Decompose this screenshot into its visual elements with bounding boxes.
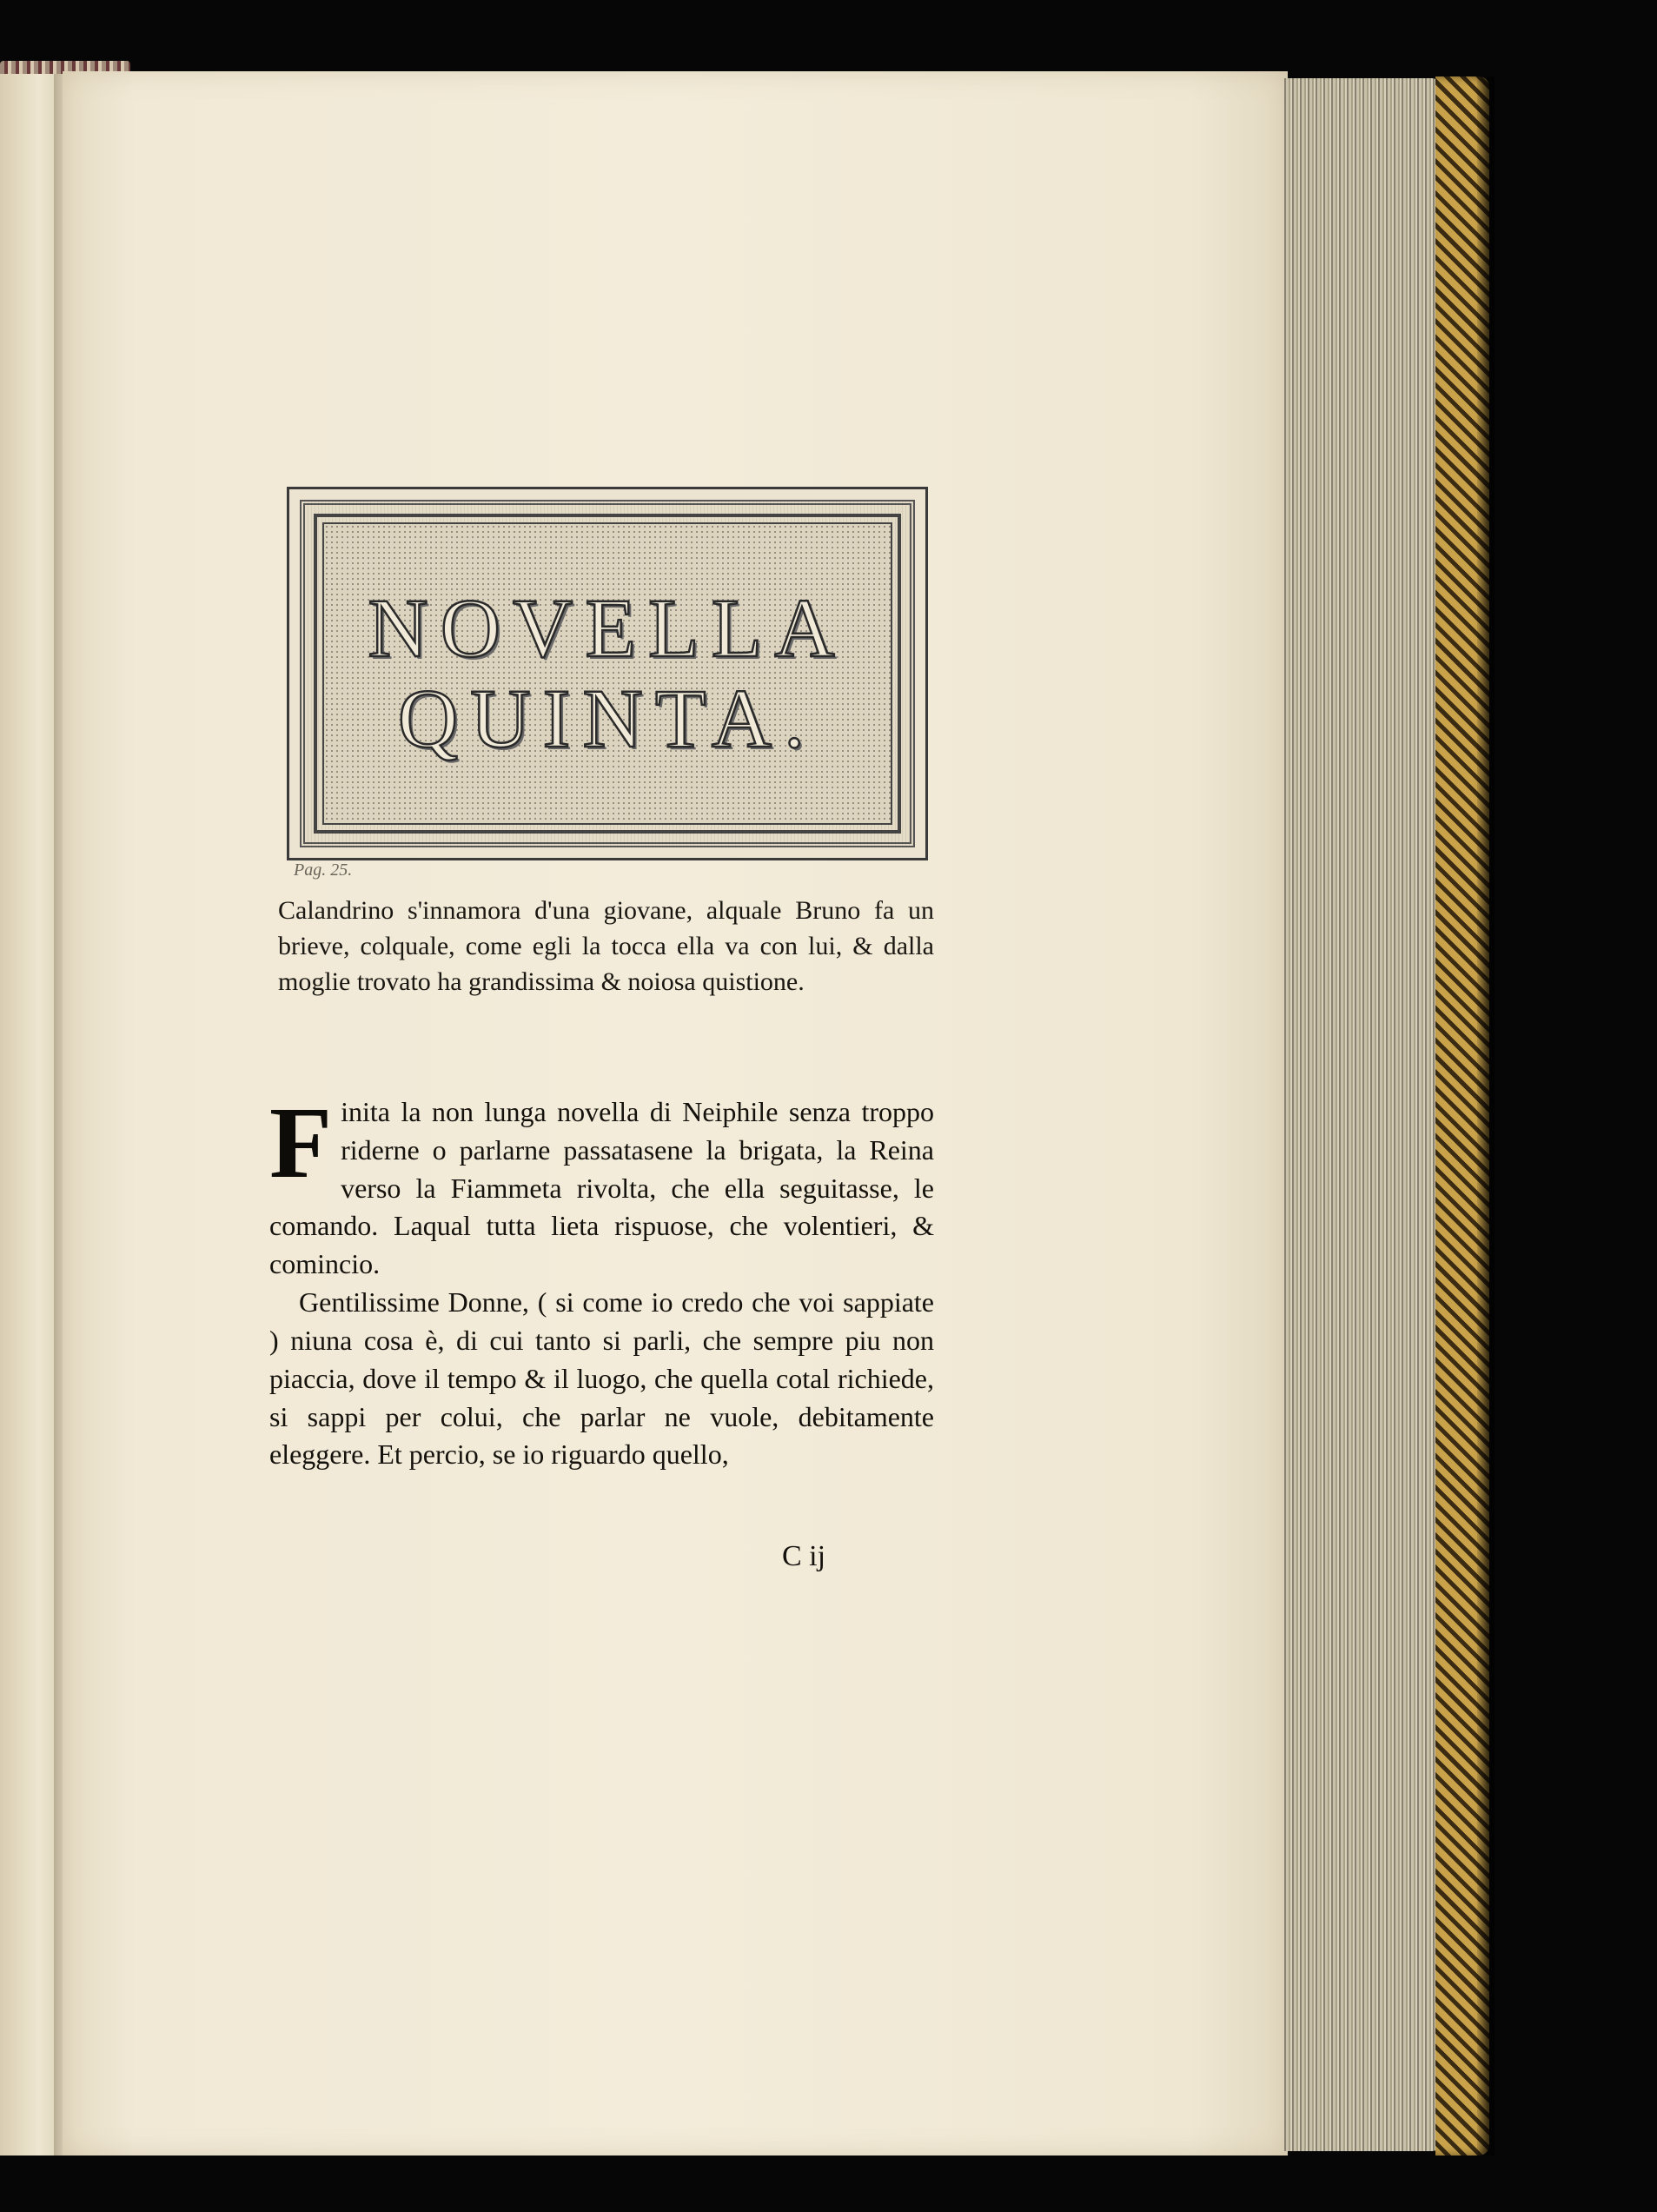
body-text	[269, 1086, 934, 1474]
title-cartouche	[287, 487, 928, 860]
paragraph-1	[269, 1086, 934, 1284]
cartouche-stippled-panel	[322, 522, 892, 825]
chapter-summary: Calandrino s'innamora d'una giovane, alquale Bruno fa un brieve, colquale, come egli la tocca ella va con lui, & dalla moglie trovato ha grandissima & noiosa quistione.	[278, 896, 934, 996]
cartouche-outer-frame	[300, 500, 915, 847]
signature-mark: C ij	[782, 1540, 826, 1572]
gilt-edge-shadow	[1477, 76, 1495, 2156]
drop-cap: F	[269, 1086, 333, 1199]
cartouche-middle-frame	[314, 514, 901, 834]
title-line-2: QUINTA.	[397, 672, 818, 765]
page-block-edge	[1284, 78, 1441, 2151]
engraver-mark: Pag. 25.	[294, 860, 353, 880]
title-line-1: NOVELLA	[368, 581, 847, 675]
paragraph-1-text: inita la non lunga novella di Neiphile senza troppo riderne o parlarne passatasene la brigata, la Reina verso la Fiammeta rivolta, che ella seguitasse, le comando. Laqual tutta lieta rispuose, che volentieri, & comincio.	[269, 1096, 934, 1280]
paragraph-2: Gentilissime Donne, ( si come io credo che voi sappiate ) niuna cosa è, di cui tanto si parli, che sempre piu non piaccia, dove il tempo & il luogo, che quella cotal richiede, si sappi per colui, che parlar ne vuole, debitamente eleggere. Et percio, se io riguardo quello,	[269, 1286, 934, 1471]
